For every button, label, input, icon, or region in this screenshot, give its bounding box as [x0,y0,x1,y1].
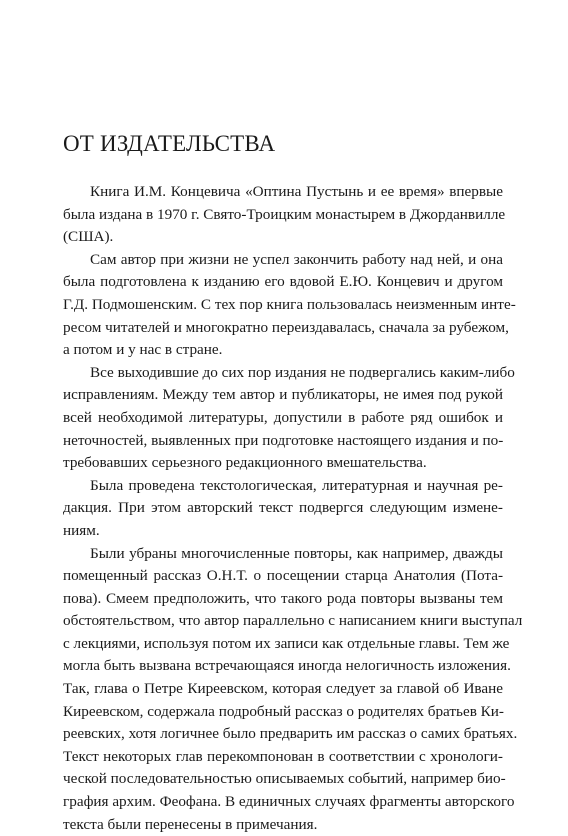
text-line: Все выходившие до сих пор издания не подвергались каким-либо [63,362,503,385]
text-line: графия архим. Феофана. В единичных случаях фрагменты авторского [63,791,503,814]
text-line: Г.Д. Подмошенским. С тех пор книга пользовалась неизменным инте- [63,294,503,317]
body-text [63,181,503,836]
text-line: с лекциями, используя потом их записи как отдельные главы. Тем же [63,633,503,656]
text-line: текста были перенесены в примечания. [63,814,503,836]
text-line: Киреевском, содержала подробный рассказ о родителях братьев Ки- [63,701,503,724]
text-line: Были убраны многочисленные повторы, как например, дважды [63,543,503,566]
text-line: Сам автор при жизни не успел закончить работу над ней, и она [63,249,503,272]
text-line: ческой последовательностью описываемых событий, например био- [63,768,503,791]
paragraph [63,475,503,543]
paragraph [63,543,503,836]
text-line: пова). Смеем предположить, что такого рода повторы вызваны тем [63,588,503,611]
text-line: а потом и у нас в стране. [63,339,503,362]
text-line: могла быть вызвана встречающаяся иногда нелогичность изложения. [63,655,503,678]
section-heading: ОТ ИЗДАТЕЛЬСТВА [63,131,275,157]
text-line: помещенный рассказ О.Н.Т. о посещении старца Анатолия (Пота- [63,565,503,588]
text-line: ниям. [63,520,503,543]
text-line: реевских, хотя логичнее было предварить им рассказ о самих братьях. [63,723,503,746]
text-line: Книга И.М. Концевича «Оптина Пустынь и ее время» впервые [63,181,503,204]
paragraph [63,362,503,475]
text-line: неточностей, выявленных при подготовке настоящего издания и по- [63,430,503,453]
text-line: всей необходимой литературы, допустили в работе ряд ошибок и [63,407,503,430]
text-line: ресом читателей и многократно переиздавалась, сначала за рубежом, [63,317,503,340]
text-line: была подготовлена к изданию его вдовой Е.Ю. Концевич и другом [63,271,503,294]
text-line: была издана в 1970 г. Свято-Троицким монастырем в Джорданвилле [63,204,503,227]
paragraph [63,181,503,249]
text-line: требовавших серьезного редакционного вмешательства. [63,452,503,475]
paragraph [63,249,503,362]
text-line: Так, глава о Петре Киреевском, которая следует за главой об Иване [63,678,503,701]
text-line: исправлениям. Между тем автор и публикаторы, не имея под рукой [63,384,503,407]
text-line: (США). [63,226,503,249]
text-line: Была проведена текстологическая, литературная и научная ре- [63,475,503,498]
text-line: обстоятельством, что автор параллельно с написанием книги выступал [63,610,503,633]
text-line: Текст некоторых глав перекомпонован в соответствии с хронологи- [63,746,503,769]
text-line: дакция. При этом авторский текст подвергся следующим измене- [63,497,503,520]
